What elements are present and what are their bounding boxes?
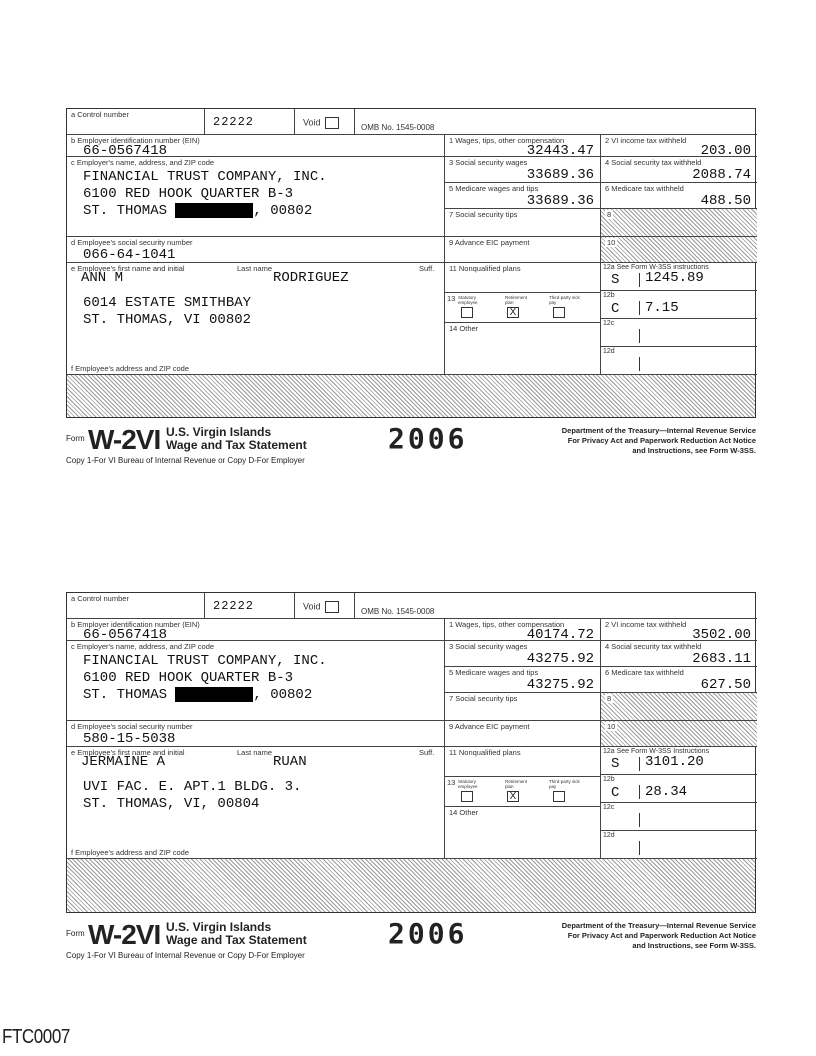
form-code: W-2VI <box>88 919 161 950</box>
employee-first-name-label: e Employee's first name and initial <box>71 748 185 757</box>
box-14-label: 14 Other <box>449 808 479 817</box>
box-12b-code: C <box>611 301 620 317</box>
statutory-employee-checkbox[interactable] <box>461 791 473 802</box>
third-party-sick-pay-label: Third-party sick pay <box>549 295 580 305</box>
box-12b-cell <box>601 291 757 319</box>
box-5-cell <box>445 183 601 209</box>
employer-label: c Employer's name, address, and ZIP code <box>71 642 215 651</box>
box-1-cell <box>445 135 601 157</box>
form-title-line2: Wage and Tax Statement <box>166 438 307 452</box>
w2-grid <box>66 108 756 418</box>
omb-cell <box>355 593 757 619</box>
box-2-income-tax: 203.00 <box>700 143 751 157</box>
form-footer <box>66 917 756 965</box>
third-party-sick-pay-checkbox[interactable] <box>553 307 565 318</box>
ssn-label: d Employee's social security number <box>71 238 193 247</box>
form-title-line1: U.S. Virgin Islands <box>166 425 272 439</box>
employee-last-name-label: Last name <box>237 748 273 757</box>
box-10-cell <box>601 237 757 263</box>
ssn-cell <box>67 721 445 747</box>
box-12c-label: 12c <box>603 320 615 327</box>
box-12b-amount: 28.34 <box>645 784 688 800</box>
control-number-label: a Control number <box>71 594 129 603</box>
form-footer <box>66 422 756 470</box>
box-2-label: 2 VI income tax withheld <box>605 136 687 145</box>
box-9-cell <box>445 721 601 747</box>
redaction-bar <box>175 687 253 702</box>
box-6-medicare-tax: 488.50 <box>700 193 751 209</box>
box-11-cell <box>445 747 601 777</box>
box-2-cell <box>601 619 757 641</box>
employee-address-label: f Employee's address and ZIP code <box>71 364 190 373</box>
third-party-sick-pay-label: Third-party sick pay <box>549 779 580 789</box>
privacy-notice-line2: and Instructions, see Form W-3SS. <box>632 446 756 455</box>
box-12c-cell <box>601 803 757 831</box>
control-number-value: 22222 <box>213 115 255 129</box>
ein-cell <box>67 619 445 641</box>
employee-address-line2: ST. THOMAS, VI 00802 <box>83 312 252 328</box>
employer-cell <box>67 157 445 237</box>
ein-value: 66-0567418 <box>83 627 168 641</box>
box-12a-cell <box>601 263 757 291</box>
void-cell <box>295 593 355 619</box>
box-3-label: 3 Social security wages <box>449 642 528 651</box>
control-number-cell <box>67 593 205 619</box>
box-8-cell <box>601 209 757 237</box>
box-6-cell <box>601 667 757 693</box>
employer-label: c Employer's name, address, and ZIP code <box>71 158 215 167</box>
box-7-cell <box>445 209 601 237</box>
form-title-line1: U.S. Virgin Islands <box>166 920 272 934</box>
box-7-label: 7 Social security tips <box>449 210 518 219</box>
ein-value: 66-0567418 <box>83 143 168 157</box>
box-12b-amount: 7.15 <box>645 300 679 316</box>
box-4-label: 4 Social security tax withheld <box>605 642 702 651</box>
box-8-label: 8 <box>607 694 612 703</box>
w2vi-form-1 <box>66 108 756 470</box>
statutory-employee-label: Statutory employee <box>458 295 478 305</box>
box-11-label: 11 Nonqualified plans <box>449 264 521 273</box>
box-11-cell <box>445 263 601 293</box>
box-1-wages: 32443.47 <box>526 143 594 157</box>
control-number-value-cell <box>205 593 295 619</box>
control-number-cell <box>67 109 205 135</box>
box-8-label: 8 <box>607 210 612 219</box>
copy-designation: Copy 1-For VI Bureau of Internal Revenue or Copy D-For Employer <box>66 951 305 960</box>
ein-cell <box>67 135 445 157</box>
employee-last-name: RUAN <box>273 754 307 770</box>
employee-suffix-label: Suff. <box>419 264 435 273</box>
department-text: Department of the Treasury—Internal Revenue Service <box>561 426 756 435</box>
box-12a-label: 12a See Form W-3SS Instructions <box>603 748 710 755</box>
retirement-plan-label: Retirement plan <box>505 295 528 305</box>
box-6-medicare-tax: 627.50 <box>700 677 751 693</box>
employee-last-name: RODRIGUEZ <box>273 270 349 286</box>
box-12a-code: S <box>611 272 620 288</box>
box-5-cell <box>445 667 601 693</box>
box-13-cell <box>445 293 601 323</box>
privacy-notice-line1: For Privacy Act and Paperwork Reduction Act Notice <box>567 931 756 940</box>
box-5-medicare-wages: 33689.36 <box>526 193 594 209</box>
box-12b-label: 12b <box>603 776 615 783</box>
box-12a-cell <box>601 747 757 775</box>
box-12d-cell <box>601 347 757 375</box>
third-party-sick-pay-checkbox[interactable] <box>553 791 565 802</box>
ein-label: b Employer identification number (EIN) <box>71 136 200 145</box>
box-2-cell <box>601 135 757 157</box>
void-checkbox[interactable] <box>325 601 339 613</box>
employee-address-line2: ST. THOMAS, VI, 00804 <box>83 796 260 812</box>
employee-first-name: ANN M <box>81 270 124 286</box>
bates-number: FTC0007 <box>2 1026 70 1048</box>
box-2-label: 2 VI income tax withheld <box>605 620 687 629</box>
employer-city: ST. THOMAS <box>83 203 168 220</box>
void-label: Void <box>303 117 321 128</box>
redaction-bar <box>175 203 253 218</box>
box-4-ss-tax: 2088.74 <box>692 167 751 183</box>
box-3-cell <box>445 641 601 667</box>
retirement-plan-checkbox[interactable]: X <box>507 791 519 802</box>
box-7-cell <box>445 693 601 721</box>
box-12c-label: 12c <box>603 804 615 811</box>
box-12b-code: C <box>611 785 620 801</box>
employer-zip: , 00802 <box>253 203 313 220</box>
form-word: Form <box>66 434 85 443</box>
ssn-value: 066-64-1041 <box>83 247 176 263</box>
employer-address: 6100 RED HOOK QUARTER B-3 <box>83 186 294 202</box>
employee-address-line1: 6014 ESTATE SMITHBAY <box>83 295 252 311</box>
void-checkbox[interactable] <box>325 117 339 129</box>
box-12a-code: S <box>611 756 620 772</box>
void-cell <box>295 109 355 135</box>
box-6-label: 6 Medicare tax withheld <box>605 668 684 677</box>
w2-grid <box>66 592 756 913</box>
employer-name: FINANCIAL TRUST COMPANY, INC. <box>83 653 327 669</box>
box-10-label: 10 <box>607 238 616 247</box>
ein-label: b Employer identification number (EIN) <box>71 620 200 629</box>
retirement-plan-checkbox[interactable]: X <box>507 307 519 318</box>
box-4-ss-tax: 2683.11 <box>692 651 751 667</box>
box-12d-label: 12d <box>603 348 615 355</box>
employee-cell <box>67 263 445 375</box>
omb-number: OMB No. 1545-0008 <box>361 607 435 616</box>
employer-cell <box>67 641 445 721</box>
box-14-cell <box>445 807 601 859</box>
box-13-cell <box>445 777 601 807</box>
box-13-label: 13 <box>447 778 456 787</box>
control-number-label: a Control number <box>71 110 129 119</box>
state-local-hatched-area <box>67 375 755 417</box>
box-12d-label: 12d <box>603 832 615 839</box>
state-local-hatched-area <box>67 859 755 912</box>
department-text: Department of the Treasury—Internal Revenue Service <box>561 921 756 930</box>
box-14-cell <box>445 323 601 375</box>
box-10-cell <box>601 721 757 747</box>
form-code: W-2VI <box>88 424 161 455</box>
employee-first-name-label: e Employee's first name and initial <box>71 264 185 273</box>
box-3-cell <box>445 157 601 183</box>
control-number-value: 22222 <box>213 599 255 613</box>
box-13-label: 13 <box>447 294 456 303</box>
employee-last-name-label: Last name <box>237 264 273 273</box>
control-number-value-cell <box>205 109 295 135</box>
copy-designation: Copy 1-For VI Bureau of Internal Revenue or Copy D-For Employer <box>66 456 305 465</box>
retirement-plan-label: Retirement plan <box>505 779 528 789</box>
box-4-cell <box>601 157 757 183</box>
omb-number: OMB No. 1545-0008 <box>361 123 435 132</box>
box-7-label: 7 Social security tips <box>449 694 518 703</box>
box-5-medicare-wages: 43275.92 <box>526 677 594 693</box>
box-12b-label: 12b <box>603 292 615 299</box>
box-5-label: 5 Medicare wages and tips <box>449 668 539 677</box>
box-10-label: 10 <box>607 722 616 731</box>
employee-address-label: f Employee's address and ZIP code <box>71 848 190 857</box>
box-8-cell <box>601 693 757 721</box>
box-14-label: 14 Other <box>449 324 479 333</box>
box-12a-amount: 3101.20 <box>645 754 704 770</box>
statutory-employee-checkbox[interactable] <box>461 307 473 318</box>
box-9-label: 9 Advance EIC payment <box>449 238 530 247</box>
box-1-wages: 40174.72 <box>526 627 594 641</box>
box-4-cell <box>601 641 757 667</box>
employee-address-line1: UVI FAC. E. APT.1 BLDG. 3. <box>83 779 302 795</box>
void-label: Void <box>303 601 321 612</box>
employer-address: 6100 RED HOOK QUARTER B-3 <box>83 670 294 686</box>
box-9-label: 9 Advance EIC payment <box>449 722 530 731</box>
box-4-label: 4 Social security tax withheld <box>605 158 702 167</box>
box-1-label: 1 Wages, tips, other compensation <box>449 620 565 629</box>
box-6-label: 6 Medicare tax withheld <box>605 184 684 193</box>
tax-year: 2006 <box>388 422 468 455</box>
box-3-label: 3 Social security wages <box>449 158 528 167</box>
employee-cell <box>67 747 445 859</box>
form-title-line2: Wage and Tax Statement <box>166 933 307 947</box>
box-11-label: 11 Nonqualified plans <box>449 748 521 757</box>
employee-suffix-label: Suff. <box>419 748 435 757</box>
box-12c-cell <box>601 319 757 347</box>
omb-cell <box>355 109 757 135</box>
privacy-notice-line1: For Privacy Act and Paperwork Reduction Act Notice <box>567 436 756 445</box>
tax-year: 2006 <box>388 917 468 950</box>
employer-name: FINANCIAL TRUST COMPANY, INC. <box>83 169 327 185</box>
employer-zip: , 00802 <box>253 687 313 704</box>
ssn-cell <box>67 237 445 263</box>
box-12a-amount: 1245.89 <box>645 270 704 286</box>
box-6-cell <box>601 183 757 209</box>
box-3-ss-wages: 33689.36 <box>526 167 594 183</box>
box-3-ss-wages: 43275.92 <box>526 651 594 667</box>
box-12b-cell <box>601 775 757 803</box>
box-9-cell <box>445 237 601 263</box>
box-1-label: 1 Wages, tips, other compensation <box>449 136 565 145</box>
box-12d-cell <box>601 831 757 859</box>
form-word: Form <box>66 929 85 938</box>
privacy-notice-line2: and Instructions, see Form W-3SS. <box>632 941 756 950</box>
box-12a-label: 12a See Form W-3SS instructions <box>603 264 709 271</box>
employer-city: ST. THOMAS <box>83 687 168 704</box>
employee-first-name: JERMAINE A <box>81 754 166 770</box>
box-5-label: 5 Medicare wages and tips <box>449 184 539 193</box>
box-1-cell <box>445 619 601 641</box>
ssn-label: d Employee's social security number <box>71 722 193 731</box>
ssn-value: 580-15-5038 <box>83 731 176 747</box>
w2vi-form-2 <box>66 592 756 965</box>
box-2-income-tax: 3502.00 <box>692 627 751 641</box>
statutory-employee-label: Statutory employee <box>458 779 478 789</box>
